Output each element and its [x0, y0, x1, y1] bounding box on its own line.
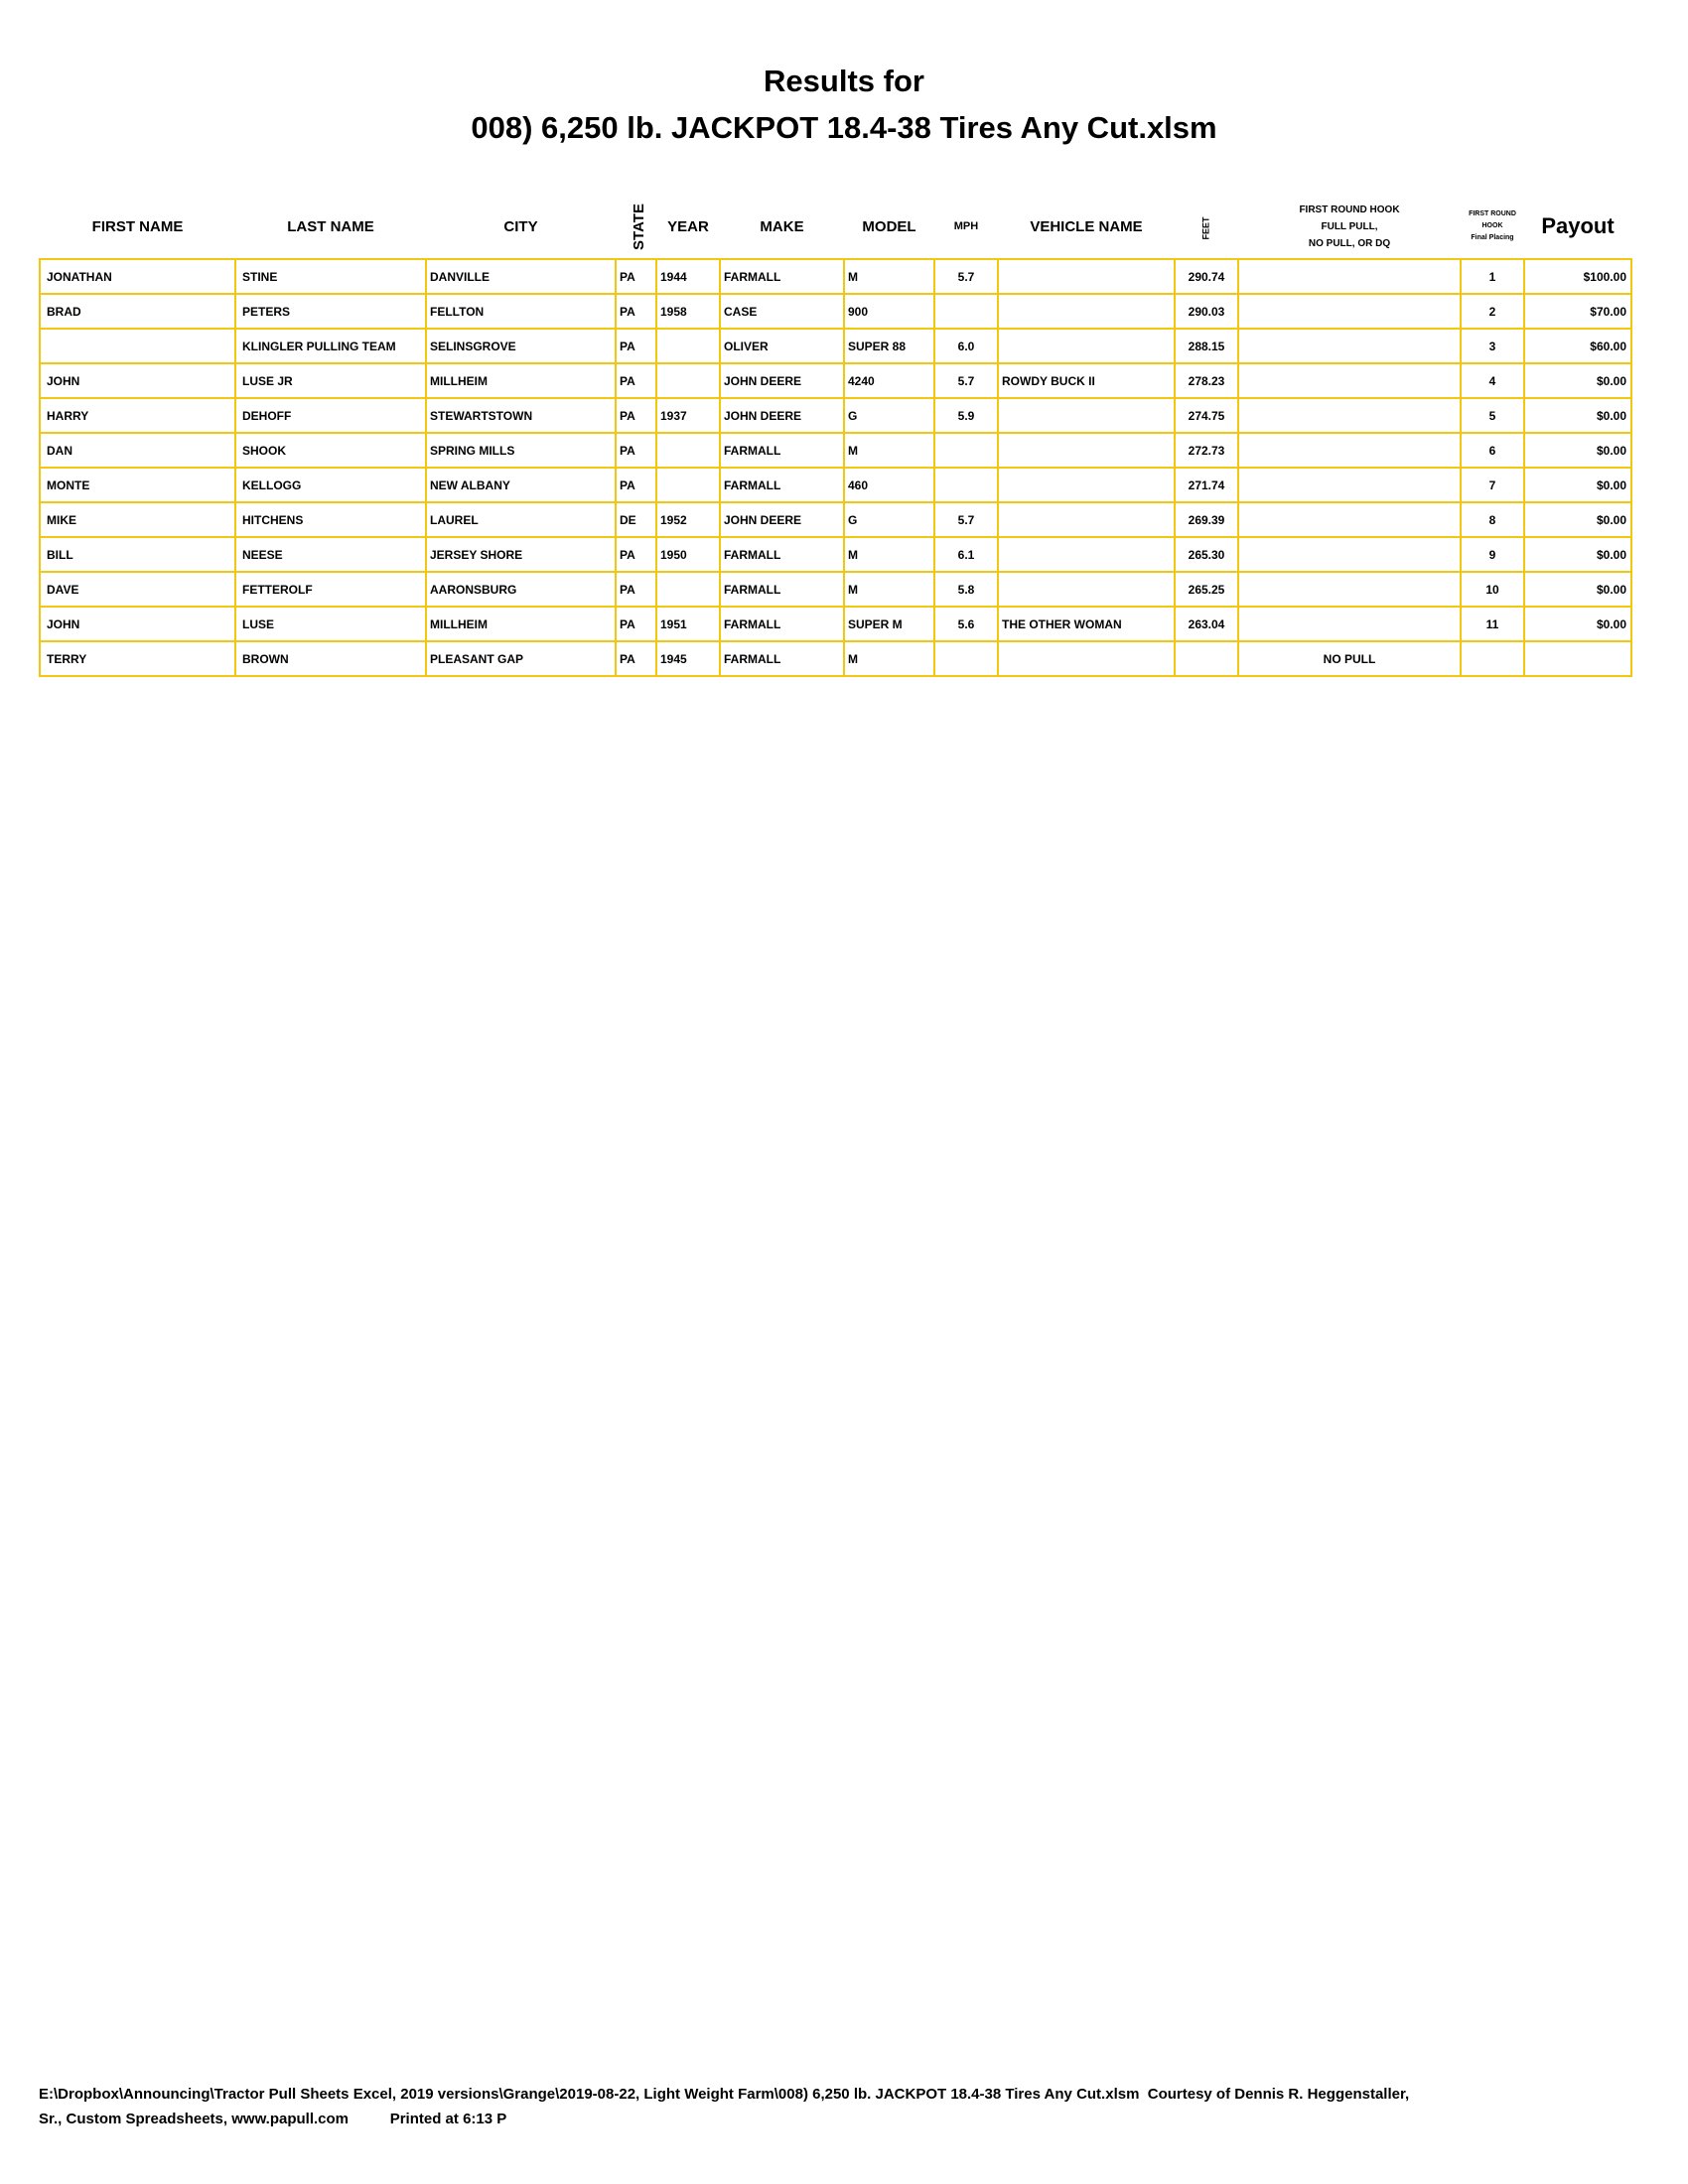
cell-last-name: PETERS — [235, 294, 426, 329]
footer-path: E:\Dropbox\Announcing\Tractor Pull Sheets Excel, 2019 versions\Grange\2019-08-22, Light Weight Farm\008) 6,250 lb. JACKPOT 18.4-38 Tires Any Cut.xlsm Courtesy of Dennis R. Heggenstaller, — [39, 2086, 1410, 2103]
cell-vehicle-name — [998, 398, 1175, 433]
cell-payout: $70.00 — [1524, 294, 1631, 329]
cell-model: 460 — [844, 468, 934, 502]
cell-state: PA — [616, 537, 656, 572]
cell-state: PA — [616, 363, 656, 398]
cell-year — [656, 363, 720, 398]
cell-year — [656, 572, 720, 607]
cell-mph: 5.7 — [934, 259, 998, 294]
cell-first-name: DAN — [40, 433, 235, 468]
cell-state: PA — [616, 398, 656, 433]
cell-city: STEWARTSTOWN — [426, 398, 616, 433]
cell-last-name: KLINGLER PULLING TEAM — [235, 329, 426, 363]
table-row — [40, 572, 1631, 607]
cell-placing: 5 — [1461, 398, 1524, 433]
table-row — [40, 641, 1631, 676]
cell-year: 1951 — [656, 607, 720, 641]
cell-vehicle-name — [998, 502, 1175, 537]
cell-mph: 5.7 — [934, 502, 998, 537]
cell-model: 900 — [844, 294, 934, 329]
cell-placing: 7 — [1461, 468, 1524, 502]
cell-placing: 8 — [1461, 502, 1524, 537]
cell-city: SPRING MILLS — [426, 433, 616, 468]
cell-vehicle-name — [998, 433, 1175, 468]
cell-city: JERSEY SHORE — [426, 537, 616, 572]
cell-feet — [1175, 641, 1238, 676]
cell-mph — [934, 294, 998, 329]
cell-hook-status — [1238, 398, 1461, 433]
cell-placing — [1461, 641, 1524, 676]
cell-year — [656, 468, 720, 502]
table-row — [40, 607, 1631, 641]
cell-state: PA — [616, 641, 656, 676]
cell-year: 1958 — [656, 294, 720, 329]
header-first-round-hook: FIRST ROUND HOOK FULL PULL, NO PULL, OR DQ — [1299, 204, 1400, 249]
cell-first-name: TERRY — [40, 641, 235, 676]
cell-model: M — [844, 537, 934, 572]
cell-first-name: BILL — [40, 537, 235, 572]
table-row — [40, 433, 1631, 468]
cell-make: FARMALL — [720, 468, 844, 502]
cell-payout: $0.00 — [1524, 363, 1631, 398]
cell-placing: 1 — [1461, 259, 1524, 294]
cell-make: FARMALL — [720, 259, 844, 294]
header-state: STATE — [630, 203, 647, 250]
cell-payout: $0.00 — [1524, 607, 1631, 641]
cell-placing: 9 — [1461, 537, 1524, 572]
cell-state: DE — [616, 502, 656, 537]
cell-mph: 6.1 — [934, 537, 998, 572]
cell-hook-status — [1238, 572, 1461, 607]
cell-hook-status — [1238, 502, 1461, 537]
cell-make: JOHN DEERE — [720, 502, 844, 537]
cell-last-name: BROWN — [235, 641, 426, 676]
header-vehicle-name: VEHICLE NAME — [1030, 217, 1143, 235]
cell-payout — [1524, 641, 1631, 676]
cell-mph — [934, 468, 998, 502]
cell-mph: 5.6 — [934, 607, 998, 641]
table-row — [40, 398, 1631, 433]
cell-make: FARMALL — [720, 607, 844, 641]
cell-feet: 278.23 — [1175, 363, 1238, 398]
cell-last-name: HITCHENS — [235, 502, 426, 537]
cell-feet: 288.15 — [1175, 329, 1238, 363]
cell-vehicle-name — [998, 294, 1175, 329]
cell-first-name: DAVE — [40, 572, 235, 607]
cell-last-name: LUSE JR — [235, 363, 426, 398]
cell-year: 1945 — [656, 641, 720, 676]
cell-last-name: SHOOK — [235, 433, 426, 468]
cell-first-name — [40, 329, 235, 363]
cell-hook-status — [1238, 468, 1461, 502]
cell-last-name: DEHOFF — [235, 398, 426, 433]
cell-hook-status — [1238, 607, 1461, 641]
cell-state: PA — [616, 259, 656, 294]
cell-vehicle-name — [998, 537, 1175, 572]
cell-payout: $0.00 — [1524, 502, 1631, 537]
cell-hook-status — [1238, 363, 1461, 398]
cell-model: SUPER 88 — [844, 329, 934, 363]
header-model: MODEL — [862, 217, 916, 235]
cell-last-name: KELLOGG — [235, 468, 426, 502]
cell-mph: 6.0 — [934, 329, 998, 363]
cell-placing: 2 — [1461, 294, 1524, 329]
cell-payout: $0.00 — [1524, 572, 1631, 607]
cell-state: PA — [616, 329, 656, 363]
cell-model: M — [844, 259, 934, 294]
cell-feet: 271.74 — [1175, 468, 1238, 502]
header-payout: Payout — [1541, 213, 1615, 238]
header-city: CITY — [503, 217, 538, 235]
cell-payout: $0.00 — [1524, 433, 1631, 468]
cell-year: 1950 — [656, 537, 720, 572]
cell-year — [656, 433, 720, 468]
table-row — [40, 294, 1631, 329]
event-title: 008) 6,250 lb. JACKPOT 18.4-38 Tires Any Cut.xlsm — [471, 110, 1217, 145]
cell-hook-status — [1238, 329, 1461, 363]
cell-first-name: BRAD — [40, 294, 235, 329]
header-last-name: LAST NAME — [287, 217, 374, 235]
cell-mph: 5.9 — [934, 398, 998, 433]
cell-make: FARMALL — [720, 641, 844, 676]
cell-model: 4240 — [844, 363, 934, 398]
page-title: Results for — [764, 64, 924, 98]
cell-last-name: STINE — [235, 259, 426, 294]
cell-city: AARONSBURG — [426, 572, 616, 607]
cell-first-name: JOHN — [40, 363, 235, 398]
cell-placing: 3 — [1461, 329, 1524, 363]
table-row — [40, 537, 1631, 572]
cell-placing: 4 — [1461, 363, 1524, 398]
cell-feet: 263.04 — [1175, 607, 1238, 641]
cell-model: G — [844, 502, 934, 537]
cell-city: MILLHEIM — [426, 363, 616, 398]
header-feet: FEET — [1200, 215, 1211, 240]
cell-feet: 290.74 — [1175, 259, 1238, 294]
cell-feet: 290.03 — [1175, 294, 1238, 329]
cell-feet: 272.73 — [1175, 433, 1238, 468]
cell-last-name: NEESE — [235, 537, 426, 572]
cell-mph: 5.7 — [934, 363, 998, 398]
cell-mph — [934, 433, 998, 468]
cell-year: 1952 — [656, 502, 720, 537]
cell-first-name: JONATHAN — [40, 259, 235, 294]
cell-hook-status — [1238, 537, 1461, 572]
cell-first-name: JOHN — [40, 607, 235, 641]
cell-placing: 10 — [1461, 572, 1524, 607]
table-row — [40, 502, 1631, 537]
cell-make: JOHN DEERE — [720, 363, 844, 398]
cell-feet: 274.75 — [1175, 398, 1238, 433]
results-table — [39, 195, 1632, 677]
cell-model: M — [844, 641, 934, 676]
header-make: MAKE — [760, 217, 804, 235]
cell-state: PA — [616, 433, 656, 468]
header-final-placing: FIRST ROUND HOOK Final Placing — [1469, 210, 1516, 241]
cell-vehicle-name — [998, 572, 1175, 607]
cell-first-name: MIKE — [40, 502, 235, 537]
cell-vehicle-name — [998, 259, 1175, 294]
cell-city: LAUREL — [426, 502, 616, 537]
cell-feet: 265.25 — [1175, 572, 1238, 607]
cell-vehicle-name: THE OTHER WOMAN — [998, 607, 1175, 641]
cell-model: SUPER M — [844, 607, 934, 641]
header-first-name: FIRST NAME — [91, 217, 184, 235]
cell-state: PA — [616, 468, 656, 502]
cell-feet: 265.30 — [1175, 537, 1238, 572]
cell-payout: $100.00 — [1524, 259, 1631, 294]
cell-year: 1937 — [656, 398, 720, 433]
cell-hook-status — [1238, 433, 1461, 468]
cell-first-name: HARRY — [40, 398, 235, 433]
cell-model: M — [844, 433, 934, 468]
cell-vehicle-name — [998, 641, 1175, 676]
header-row — [40, 195, 1631, 259]
cell-city: SELINSGROVE — [426, 329, 616, 363]
cell-make: FARMALL — [720, 537, 844, 572]
cell-feet: 269.39 — [1175, 502, 1238, 537]
cell-city: PLEASANT GAP — [426, 641, 616, 676]
cell-year — [656, 329, 720, 363]
cell-make: FARMALL — [720, 572, 844, 607]
header-mph: MPH — [953, 219, 979, 232]
footer-credit: Sr., Custom Spreadsheets, www.papull.com — [39, 2111, 350, 2127]
cell-last-name: LUSE — [235, 607, 426, 641]
cell-mph — [934, 641, 998, 676]
cell-model: G — [844, 398, 934, 433]
table-row — [40, 259, 1631, 294]
table-row — [40, 468, 1631, 502]
cell-city: DANVILLE — [426, 259, 616, 294]
cell-state: PA — [616, 294, 656, 329]
cell-model: M — [844, 572, 934, 607]
cell-vehicle-name — [998, 468, 1175, 502]
cell-year: 1944 — [656, 259, 720, 294]
cell-make: JOHN DEERE — [720, 398, 844, 433]
cell-mph: 5.8 — [934, 572, 998, 607]
results-body — [40, 259, 1631, 676]
cell-make: FARMALL — [720, 433, 844, 468]
cell-payout: $0.00 — [1524, 398, 1631, 433]
cell-vehicle-name — [998, 329, 1175, 363]
cell-payout: $60.00 — [1524, 329, 1631, 363]
footer-printed: Printed at 6:13 P — [389, 2111, 507, 2127]
cell-vehicle-name: ROWDY BUCK II — [998, 363, 1175, 398]
cell-payout: $0.00 — [1524, 537, 1631, 572]
footer — [39, 2082, 1647, 2131]
table-row — [40, 329, 1631, 363]
cell-hook-status: NO PULL — [1238, 641, 1461, 676]
cell-placing: 11 — [1461, 607, 1524, 641]
header-year: YEAR — [667, 217, 709, 235]
cell-make: CASE — [720, 294, 844, 329]
cell-payout: $0.00 — [1524, 468, 1631, 502]
cell-city: MILLHEIM — [426, 607, 616, 641]
cell-hook-status — [1238, 294, 1461, 329]
cell-make: OLIVER — [720, 329, 844, 363]
cell-state: PA — [616, 607, 656, 641]
table-row — [40, 363, 1631, 398]
cell-hook-status — [1238, 259, 1461, 294]
cell-state: PA — [616, 572, 656, 607]
cell-city: NEW ALBANY — [426, 468, 616, 502]
cell-first-name: MONTE — [40, 468, 235, 502]
cell-last-name: FETTEROLF — [235, 572, 426, 607]
cell-city: FELLTON — [426, 294, 616, 329]
cell-placing: 6 — [1461, 433, 1524, 468]
